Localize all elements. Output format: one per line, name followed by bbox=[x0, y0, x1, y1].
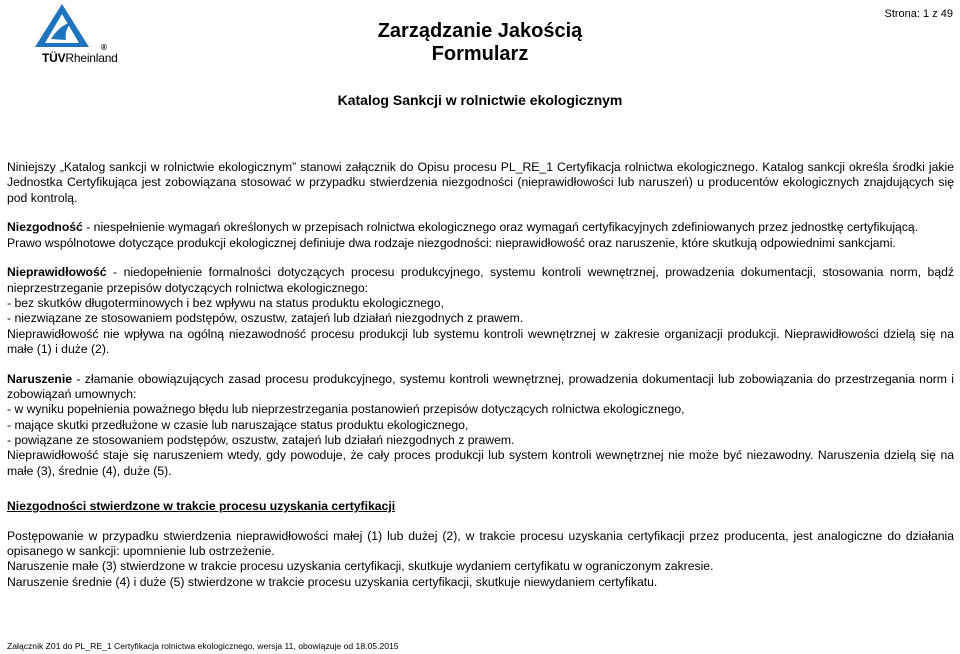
logo-brand: TÜV bbox=[42, 51, 66, 65]
niezgodnosc-term: Niezgodność bbox=[7, 220, 83, 235]
naruszenie-paragraph bbox=[7, 372, 954, 403]
list-item: - niezwiązane ze stosowaniem podstępów, oszustw, zatajeń lub działań niezgodnych z prawem. bbox=[7, 311, 524, 326]
naruszenie-male-paragraph: Naruszenie małe (3) stwierdzone w trakcie procesu uzyskania certyfikacji, skutkuje wydaniem certyfikatu w ograniczonym zakresie. bbox=[7, 559, 714, 574]
niezgodnosc-definition: - niespełnienie wymagań określonych w przepisach rolnictwa ekologicznego oraz wymagań certyfikacyjnych zdefiniowanych przez jednostkę certyfikującą. bbox=[82, 220, 919, 235]
intro-paragraph: Niniejszy „Katalog sankcji w rolnictwie ekologicznym” stanowi załącznik do Opisu procesu PL_RE_1 Certyfikacja rolnictwa ekologicznego. Katalog sankcji określa środki jakie Jednostka Certyfikująca jest zobowiązana stosować w przypadku stwierdzenia niezgodności (nieprawidłowości lub naruszeń) u producentów ekologicznych znajdujących się pod kontrolą. bbox=[7, 160, 954, 205]
list-item: - w wyniku popełnienia poważnego błędu lub nieprzestrzegania postanowień przepisów dotyczących rolnictwa ekologicznego, bbox=[7, 402, 685, 417]
prawo-paragraph: Prawo wspólnotowe dotyczące produkcji ekologicznej definiuje dwa rodzaje niezgodności: nieprawidłowość oraz naruszenie, które skutkują odpowiednimi sankcjami. bbox=[7, 235, 896, 250]
document-title: Zarządzanie Jakością bbox=[377, 20, 583, 42]
section-heading: Niezgodności stwierdzone w trakcie procesu uzyskania certyfikacji bbox=[7, 498, 396, 513]
logo-registered-mark: ® bbox=[101, 43, 107, 52]
catalog-title: Katalog Sankcji w rolnictwie ekologicznym bbox=[337, 92, 623, 108]
postepowanie-paragraph: Postępowanie w przypadku stwierdzenia nieprawidłowości małej (1) lub dużej (2), w trakcie procesu uzyskania certyfikacji przez producenta, jest analogiczne do działania opisanego w sankcji: upomnienie lub ostrzeżenie. bbox=[7, 528, 954, 558]
document-footer: Załącznik Z01 do PL_RE_1 Certyfikacja rolnictwa ekologicznego, wersja 11, obowiązuje od 18.05.2015 bbox=[7, 641, 399, 651]
logo-brand-suffix: Rheinland bbox=[65, 51, 118, 65]
naruszenie-note: Nieprawidłowość staje się naruszeniem wtedy, gdy powoduje, że cały proces produkcji lub system kontroli wewnętrznej nie może być niezawodny. Naruszenia dzielą się na małe (3), średnie (4), duże (5). bbox=[7, 448, 954, 478]
page-number: Strona: 1 z 49 bbox=[884, 8, 953, 20]
list-item: - bez skutków długoterminowych i bez wpływu na status produktu ekologicznego, bbox=[7, 296, 444, 311]
list-item: - mające skutki przedłużone w czasie lub naruszające status produktu ekologicznego, bbox=[7, 417, 469, 432]
list-item: - powiązane ze stosowaniem podstępów, oszustw, zatajeń lub działań niezgodnych z prawem. bbox=[7, 432, 515, 447]
nieprawidlowosc-definition: - niedopełnienie formalności dotyczących procesu produkcyjnego, systemu kontroli wewnętrznej, prowadzenia dokumentacji, stosowania norm, bądź nieprzestrzeganie przepisów dotyczących rolnictwa ekologicznego: bbox=[7, 265, 954, 295]
nieprawidlowosc-term: Nieprawidłowość bbox=[7, 265, 107, 280]
naruszenie-definition: - złamanie obowiązujących zasad procesu produkcyjnego, systemu kontroli wewnętrznej, prowadzenia dokumentacji lub zobowiązania do przestrzegania norm i zobowiązań umownych: bbox=[7, 371, 954, 402]
nieprawidlowosc-paragraph bbox=[7, 265, 954, 296]
naruszenie-srednie-paragraph: Naruszenie średnie (4) i duże (5) stwierdzone w trakcie procesu uzyskania certyfikacji, skutkuje niewydaniem certyfikatu. bbox=[7, 574, 658, 589]
naruszenie-term: Naruszenie bbox=[7, 371, 73, 386]
nieprawidlowosc-note: Nieprawidłowość nie wpływa na ogólną niezawodność procesu produkcji lub systemu kontroli wewnętrznej w zakresie organizacji produkcji. Nieprawidłowości dzielą się na małe (1) i duże (2). bbox=[7, 326, 954, 356]
document-body bbox=[7, 160, 954, 590]
niezgodnosc-paragraph bbox=[7, 220, 954, 235]
document-subtitle: Formularz bbox=[431, 43, 529, 65]
